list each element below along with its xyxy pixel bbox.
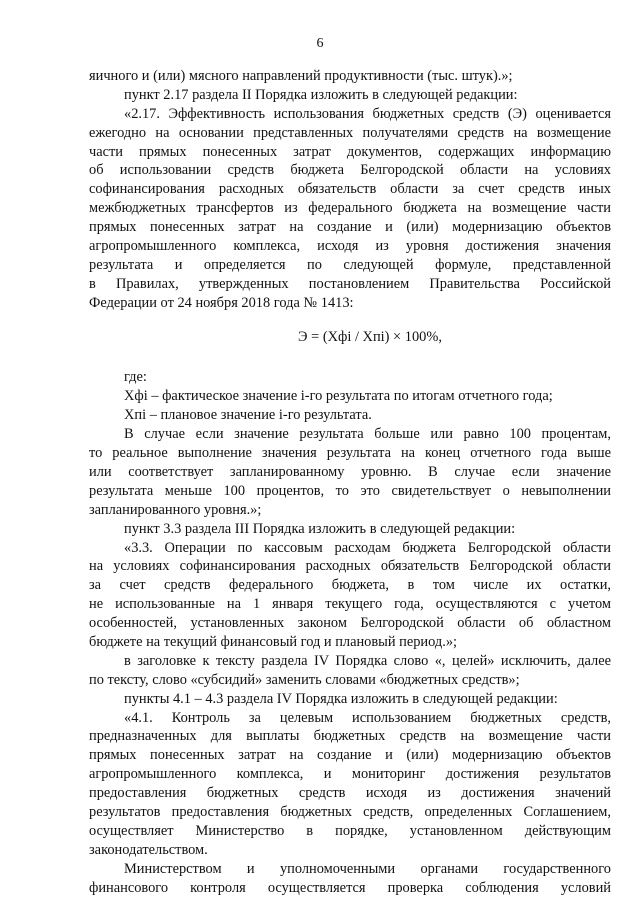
document-body (89, 67, 611, 897)
text-line: результата меньше 100 процентов, то это свидетельствует о невыполнении (89, 482, 611, 499)
text-line: осуществляет Министерство в порядке, установленном действующим (89, 822, 611, 839)
text-line: где: (124, 369, 147, 386)
text-line: результата и определяется по следующей формуле, представленной (89, 256, 611, 273)
text-line: Xфi – фактическое значение i-го результата по итогам отчетного года; (124, 388, 553, 405)
text-line: или соответствует запланированному уровню. В случае если значение (89, 463, 611, 480)
text-line: межбюджетных трансфертов из федерального бюджета на возмещение части (89, 200, 611, 217)
text-line: пункты 4.1 – 4.3 раздела IV Порядка изложить в следующей редакции: (124, 690, 558, 707)
paragraph-block-after-formula (89, 368, 611, 897)
text-line: особенностей, установленных законом Белгородской области об областном (89, 615, 611, 632)
text-line: об использовании средств бюджета Белгородской области на условиях (89, 162, 611, 179)
text-line: агропромышленного комплекса, и мониторинг достижения результатов (89, 766, 611, 783)
text-line: не использованные на 1 января текущего года, осуществляются с учетом (89, 596, 611, 613)
text-line: прямых понесенных затрат на создание и (или) модернизацию объектов (89, 747, 611, 764)
text-line: В случае если значение результата больше или равно 100 процентам, (124, 426, 611, 443)
text-line: прямых понесенных затрат на создание и (или) модернизацию объектов (89, 219, 611, 236)
text-line: софинансирования расходных обязательств области за счет средств иных (89, 181, 611, 198)
page-number: 6 (316, 36, 324, 51)
text-line: пункт 2.17 раздела II Порядка изложить в следующей редакции: (124, 86, 518, 103)
efficiency-formula: Э = (Xфi / Xпi) × 100%, (298, 328, 442, 345)
text-line: «3.3. Операции по кассовым расходам бюджета Белгородской области (124, 539, 611, 556)
text-line: на условиях софинансирования расходных обязательств Белгородской области (89, 558, 611, 575)
text-line: законодательством. (89, 841, 208, 858)
text-line: в Правилах, утвержденных постановлением Правительства Российской (89, 275, 611, 292)
text-line: «2.17. Эффективность использования бюджетных средств (Э) оценивается (124, 105, 611, 122)
text-line: пункт 3.3 раздела III Порядка изложить в следующей редакции: (124, 520, 516, 537)
text-line: Xпi – плановое значение i-го результата. (124, 407, 372, 424)
text-line: предоставления бюджетных средств исходя из достижения значений (89, 785, 611, 802)
paragraph-block-before-formula (89, 67, 611, 313)
text-line: «4.1. Контроль за целевым использованием бюджетных средств, (124, 709, 611, 726)
text-line: бюджете на текущий финансовый год и плановый период.»; (89, 633, 458, 650)
text-line: запланированного уровня.»; (89, 501, 262, 518)
text-line: Министерством и уполномоченными органами государственного (124, 860, 611, 877)
text-line: за счет средств федерального бюджета, в том числе их остатки, (89, 577, 611, 594)
text-line: ежегодно на основании представленных получателями средств на возмещение (89, 124, 611, 141)
text-line: финансового контроля осуществляется проверка соблюдения условий (89, 879, 611, 896)
text-line: результатов предоставления бюджетных средств, определенных Соглашением, (89, 803, 611, 820)
text-line: то реальное выполнение значения результата на конец отчетного года выше (89, 445, 611, 462)
text-line: Федерации от 24 ноября 2018 года № 1413: (89, 294, 354, 311)
text-line: предназначенных для выплаты бюджетных средств на возмещение части (89, 728, 611, 745)
text-line: в заголовке к тексту раздела IV Порядка слово «, целей» исключить, далее (124, 652, 611, 669)
text-line: части прямых понесенных затрат документов, содержащих информацию (89, 143, 611, 160)
text-line: яичного и (или) мясного направлений продуктивности (тыс. штук).»; (89, 68, 513, 84)
text-line: агропромышленного комплекса, исходя из уровня достижения значения (89, 238, 611, 255)
text-line: по тексту, слово «субсидий» заменить словами «бюджетных средств»; (89, 671, 520, 688)
